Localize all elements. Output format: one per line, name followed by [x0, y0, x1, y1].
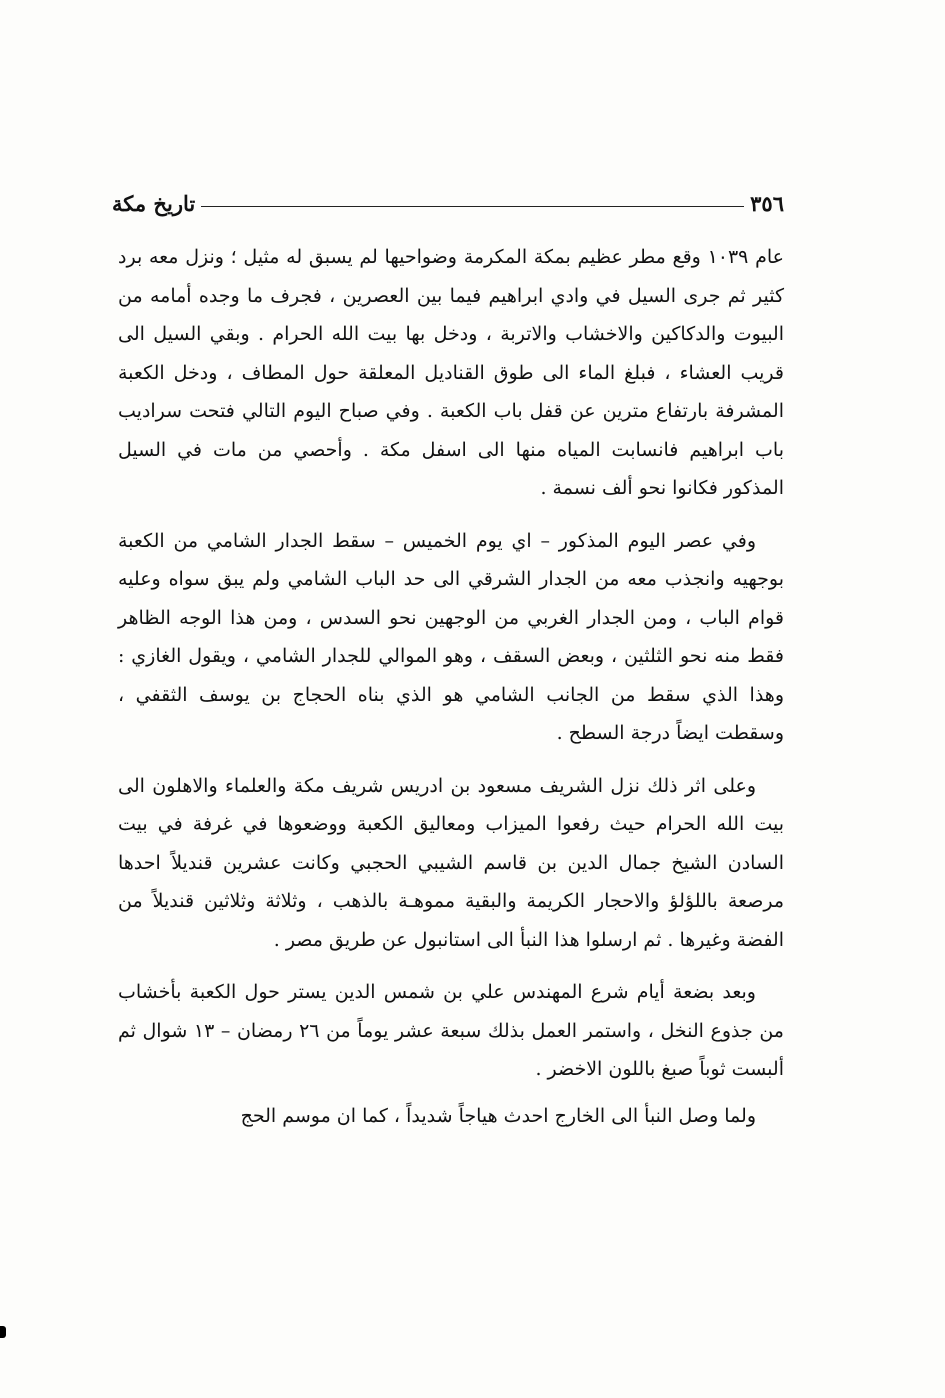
body-text	[118, 238, 784, 1135]
header-rule	[201, 206, 744, 207]
paragraph-news-abroad: ولما وصل النبأ الى الخارج احدث هياجاً شديداً ، كما ان موسم الحج	[240, 1104, 756, 1127]
paragraph-flood: عام ١٠٣٩ وقع مطر عظيم بمكة المكرمة وضواحيها لم يسبق له مثيل ؛ ونزل معه برد كثير ثم جرى السيل في وادي ابراهيم فيما بين العصرين ، فجرف ما وجده أمامه من البيوت والدكاكين والاخشاب والاتربة ، ودخل بها بيت الله الحرام . وبقي السيل الى قريب العشاء ، فبلغ الماء الى طوق القناديل المعلقة حول المطاف ، ودخل الكعبة المشرفة بارتفاع مترين عن قفل باب الكعبة . وفي صباح اليوم التالي فتحت سراديب باب ابراهيم فانسابت المياه منها الى اسفل مكة . وأحصي من مات في السيل المذكور فكانوا نحو ألف نسمة .	[118, 246, 784, 499]
running-title: تاريخ مكة	[112, 190, 196, 216]
paragraph-wall-collapse: وفي عصر اليوم المذكور – اي يوم الخميس – سقط الجدار الشامي من الكعبة بوجهيه وانجذب معه من الجدار الشرقي الى حد الباب الشامي ولم يبق سواه وعليه قوام الباب ، ومن الجدار الغربي من الوجهين نحو السدس ، ومن هذا الوجه الظاهر فقط منه نحو الثلثين ، وبعض السقف ، وهو الموالي للجدار الشامي ، ويقول الغازي : وهذا الذي سقط من الجانب الشامي هو الذي بناه الحجاج بن يوسف الثقفي ، وسقطت ايضاً درجة السطح .	[118, 529, 784, 744]
page-number: ٣٥٦	[750, 190, 784, 216]
page-header	[112, 183, 784, 223]
paragraph-wooden-screen: وبعد بضعة أيام شرع المهندس علي بن شمس الدين يستر حول الكعبة بأخشاب من جذوع النخل ، واستمر العمل بذلك سبعة عشر يوماً من ٢٦ رمضان – ١٣ شوال ثم ألبست ثوباً صبغ باللون الاخضر .	[118, 981, 784, 1080]
paragraph-lamps-removed: وعلى اثر ذلك نزل الشريف مسعود بن ادريس شريف مكة والعلماء والاهلون الى بيت الله الحرام حيث رفعوا الميزاب ومعاليق الكعبة ووضعوها في غرفة في بيت السادن الشيخ جمال الدين بن قاسم الشيبي الحجبي وكانت عشرين قنديلاً احدها مرصعة باللؤلؤ والاحجار الكريمة والبقية مموهـة بالذهب ، وثلاثة وثلاثين قنديلاً من الفضة وغيرها . ثم ارسلوا هذا النبأ الى استانبول عن طريق مصر .	[118, 774, 784, 951]
scan-edge-mark	[0, 1326, 6, 1338]
